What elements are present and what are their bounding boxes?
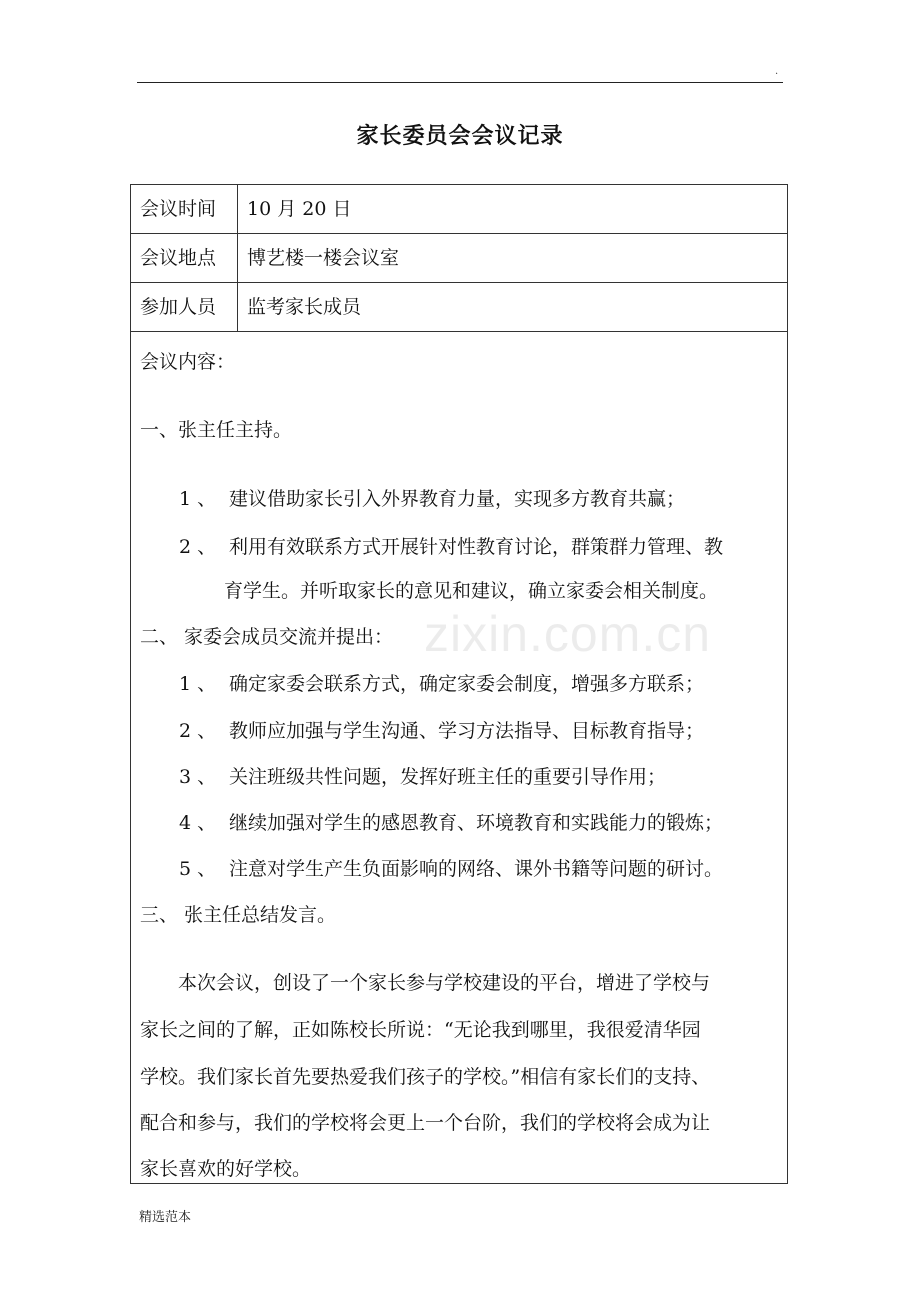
summary-paragraph-line: 家长喜欢的好学校。 [140, 1158, 312, 1180]
info-label: 参加人员 [131, 283, 238, 331]
list-item-number: 5 、 [179, 858, 217, 880]
list-item-text: 建议借助家长引入外界教育力量，实现多方教育共赢； [229, 488, 686, 510]
info-value: 10 月 20 日 [247, 198, 352, 220]
list-item-text: 注意对学生产生负面影响的网络、课外书籍等问题的研讨。 [229, 858, 724, 880]
page-footer: 精选范本 [139, 1210, 192, 1225]
list-item-text: 教师应加强与学生沟通、学习方法指导、目标教育指导； [229, 720, 705, 742]
info-row-time [131, 185, 787, 234]
info-row-location [131, 234, 787, 283]
list-item-number: 2 、 [179, 720, 217, 742]
list-item-number: 4 、 [179, 812, 217, 834]
watermark: zixin.com.cn [424, 606, 712, 662]
section-title: 三、 张主任总结发言。 [140, 904, 337, 926]
list-item-text: 关注班级共性问题，发挥好班主任的重要引导作用； [229, 766, 667, 788]
content-heading: 会议内容： [140, 351, 236, 373]
list-item-text: 利用有效联系方式开展针对性教育讨论，群策群力管理、教 [229, 536, 724, 558]
summary-paragraph-line: 本次会议，创设了一个家长参与学校建设的平台，增进了学校与 [178, 972, 711, 994]
summary-paragraph-line: 配合和参与，我们的学校将会更上一个台阶，我们的学校将会成为让 [140, 1112, 711, 1134]
info-value: 博艺楼一楼会议室 [247, 247, 400, 269]
list-item-number: 2 、 [179, 536, 217, 558]
list-item-number: 1 、 [179, 673, 217, 695]
header-dot: . [775, 66, 779, 77]
list-item-number: 3 、 [179, 766, 217, 788]
summary-paragraph-line: 家长之间的了解，正如陈校长所说：“无论我到哪里，我很爱清华园 [140, 1019, 701, 1041]
info-label: 会议时间 [131, 185, 238, 233]
list-item-number: 1 、 [179, 488, 217, 510]
meeting-record-table [130, 184, 788, 1184]
list-item-text: 继续加强对学生的感恩教育、环境教育和实践能力的锻炼； [229, 812, 724, 834]
header-rule [137, 82, 783, 83]
meeting-content [131, 332, 787, 1183]
section-title: 二、 家委会成员交流并提出： [140, 626, 394, 648]
list-item-continuation: 育学生。并听取家长的意见和建议，确立家委会相关制度。 [224, 580, 719, 602]
list-item-text: 确定家委会联系方式，确定家委会制度，增强多方联系； [229, 673, 705, 695]
section-title: 一、张主任主持。 [140, 419, 293, 441]
info-label: 会议地点 [131, 234, 238, 282]
summary-paragraph-line: 学校。我们家长首先要热爱我们孩子的学校。”相信有家长们的支持、 [140, 1066, 711, 1088]
info-value: 监考家长成员 [247, 296, 362, 318]
info-row-attendees [131, 283, 787, 332]
document-title: 家长委员会会议记录 [356, 123, 564, 149]
